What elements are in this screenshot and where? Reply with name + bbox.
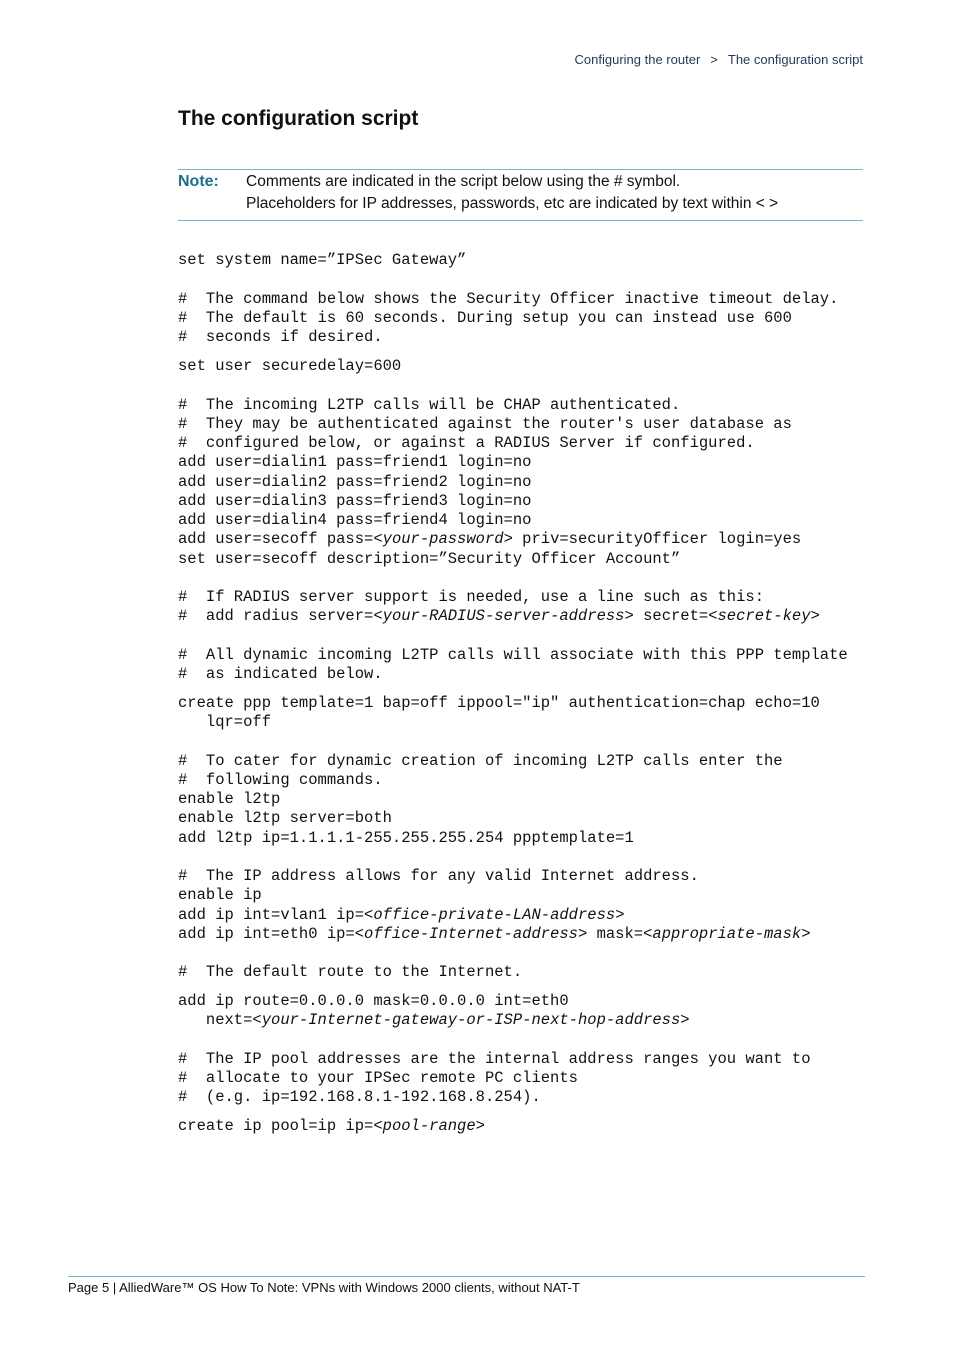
script-text: > [615, 906, 625, 924]
script-line [178, 925, 811, 944]
page-title: The configuration script [178, 107, 419, 130]
placeholder-text: your-Internet-gateway-or-ISP-next-hop-address [261, 1011, 681, 1029]
script-line [178, 309, 792, 328]
script-text: # configured below, or against a RADIUS Server if configured. [178, 434, 755, 452]
note-line-1: Comments are indicated in the script below using the # symbol. [246, 173, 681, 190]
script-text: add l2tp ip=1.1.1.1-255.255.255.254 ppptemplate=1 [178, 829, 634, 847]
footer-divider [68, 1276, 865, 1277]
script-text: add user=dialin2 pass=friend2 login=no [178, 473, 532, 491]
script-line [178, 829, 634, 848]
script-text: add ip int=eth0 ip=< [178, 925, 365, 943]
script-text: # following commands. [178, 771, 383, 789]
script-text: # (e.g. ip=192.168.8.1-192.168.8.254). [178, 1088, 541, 1106]
placeholder-text: pool-range [382, 1117, 476, 1135]
script-line [178, 434, 755, 453]
script-line [178, 906, 625, 925]
script-line [178, 886, 262, 905]
script-text: lqr=off [178, 713, 272, 731]
script-line [178, 357, 401, 376]
script-line [178, 1050, 811, 1069]
script-line [178, 771, 383, 790]
script-text: # The IP pool addresses are the internal address ranges you want to [178, 1050, 811, 1068]
placeholder-text: your-RADIUS-server-address [382, 607, 625, 625]
script-line [178, 665, 383, 684]
script-text: # add radius server=< [178, 607, 383, 625]
script-line [178, 550, 680, 569]
script-text: set user=secoff description=”Security Officer Account” [178, 550, 681, 568]
script-text: # as indicated below. [178, 665, 383, 683]
script-line [178, 790, 280, 809]
script-line [178, 453, 531, 472]
script-text: enable l2tp [178, 790, 281, 808]
script-line [178, 1088, 541, 1107]
script-line [178, 473, 531, 492]
page-footer: Page 5 | AlliedWare™ OS How To Note: VPNs with Windows 2000 clients, without NAT-T [68, 1280, 580, 1295]
script-line [178, 1069, 578, 1088]
script-line [178, 415, 792, 434]
script-text: # allocate to your IPSec remote PC clients [178, 1069, 578, 1087]
script-text: # The default is 60 seconds. During setup you can instead use 600 [178, 309, 792, 327]
script-text: # If RADIUS server support is needed, use a line such as this: [178, 588, 764, 606]
script-line [178, 511, 531, 530]
script-line [178, 963, 522, 982]
placeholder-text: office-Internet-address [364, 925, 578, 943]
note-line-2: Placeholders for IP addresses, passwords, etc are indicated by text within < > [246, 195, 779, 212]
breadcrumb-section[interactable]: Configuring the router [574, 52, 701, 67]
script-line [178, 694, 820, 713]
script-text: # All dynamic incoming L2TP calls will associate with this PPP template [178, 646, 848, 664]
script-text: # seconds if desired. [178, 328, 383, 346]
breadcrumb-separator: > [710, 52, 718, 67]
script-line [178, 328, 383, 347]
breadcrumb-current: The configuration script [727, 52, 863, 67]
script-text: set system name=”IPSec Gateway” [178, 251, 467, 269]
script-text: # The incoming L2TP calls will be CHAP authenticated. [178, 396, 681, 414]
script-line [178, 396, 680, 415]
script-text: next=< [178, 1011, 262, 1029]
script-line [178, 290, 838, 309]
placeholder-text: secret-key [717, 607, 811, 625]
script-text: create ppp template=1 bap=off ippool="ip" authentication=chap echo=10 [178, 694, 820, 712]
script-text: add user=dialin1 pass=friend1 login=no [178, 453, 532, 471]
script-line [178, 809, 392, 828]
script-text: # To cater for dynamic creation of incoming L2TP calls enter the [178, 752, 783, 770]
script-text: add ip route=0.0.0.0 mask=0.0.0.0 int=eth0 [178, 992, 569, 1010]
script-text: > mask=< [577, 925, 653, 943]
script-line [178, 646, 848, 665]
script-text: > priv=securityOfficer login=yes [503, 530, 802, 548]
script-text: enable ip [178, 886, 262, 904]
script-line [178, 607, 820, 626]
script-line [178, 492, 531, 511]
script-text: add user=dialin4 pass=friend4 login=no [178, 511, 532, 529]
script-text: add user=dialin3 pass=friend3 login=no [178, 492, 532, 510]
script-text: # The IP address allows for any valid Internet address. [178, 867, 699, 885]
script-text: > [801, 925, 811, 943]
script-text: create ip pool=ip ip=< [178, 1117, 383, 1135]
script-text: # The default route to the Internet. [178, 963, 523, 981]
script-text: > secret=< [624, 607, 718, 625]
script-line [178, 992, 569, 1011]
script-text: > [680, 1011, 690, 1029]
placeholder-text: office-private-LAN-address [373, 906, 616, 924]
script-line [178, 1117, 485, 1136]
script-text: # They may be authenticated against the router's user database as [178, 415, 792, 433]
note-label: Note: [178, 173, 219, 190]
script-line [178, 713, 271, 732]
script-text: add ip int=vlan1 ip=< [178, 906, 374, 924]
script-line [178, 867, 699, 886]
script-line [178, 530, 801, 549]
script-line [178, 1011, 690, 1030]
script-text: > [810, 607, 820, 625]
script-text: add user=secoff pass=< [178, 530, 383, 548]
script-text: # The command below shows the Security Officer inactive timeout delay. [178, 290, 839, 308]
script-text: > [475, 1117, 485, 1135]
script-line [178, 752, 783, 771]
script-line [178, 251, 466, 270]
script-text: enable l2tp server=both [178, 809, 392, 827]
placeholder-text: your-password [382, 530, 504, 548]
placeholder-text: appropriate-mask [652, 925, 802, 943]
configuration-script [178, 0, 878, 1200]
script-text: set user securedelay=600 [178, 357, 402, 375]
script-line [178, 588, 764, 607]
